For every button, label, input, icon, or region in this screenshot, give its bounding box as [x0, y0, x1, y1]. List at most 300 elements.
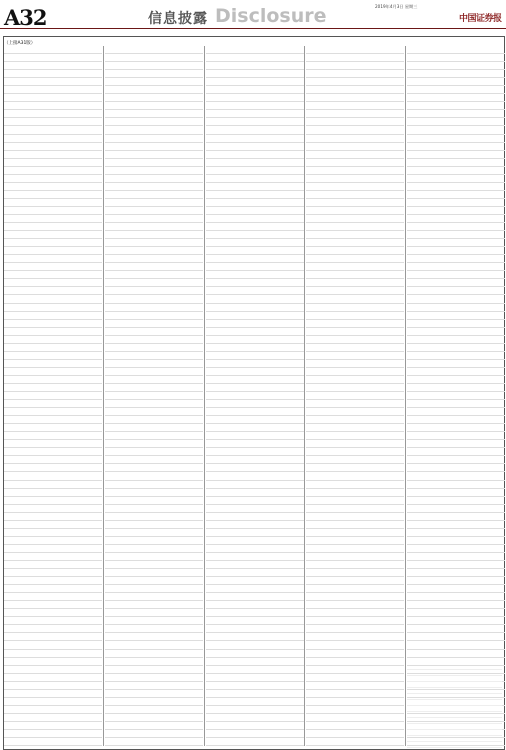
- table-row: [306, 633, 404, 641]
- table-row: [306, 440, 404, 448]
- table-row: [206, 70, 304, 78]
- table-row: [4, 223, 102, 231]
- table-row: [4, 191, 102, 199]
- table-row: [105, 641, 203, 649]
- table-row: [206, 714, 304, 722]
- table-row: [4, 674, 102, 682]
- table-row: [206, 175, 304, 183]
- table-row: [206, 641, 304, 649]
- table-row: [306, 312, 404, 320]
- table-row: [206, 690, 304, 698]
- table-row: [105, 271, 203, 279]
- table-row: [105, 505, 203, 513]
- table-row: [4, 577, 102, 585]
- table-row: [206, 617, 304, 625]
- table-row: [105, 183, 203, 191]
- table-row: [206, 207, 304, 215]
- table-row: [407, 159, 505, 167]
- table-row: [105, 497, 203, 505]
- table-row: [4, 650, 102, 658]
- table-row: [105, 191, 203, 199]
- table-row: [105, 682, 203, 690]
- table-row: [206, 255, 304, 263]
- table-row: [105, 730, 203, 738]
- table-row: [407, 167, 505, 175]
- table-row: [306, 384, 404, 392]
- table-row: [407, 312, 505, 320]
- table-row: [105, 690, 203, 698]
- table-row: [105, 456, 203, 464]
- table-row: [306, 207, 404, 215]
- table-row: [206, 143, 304, 151]
- table-row: [4, 633, 102, 641]
- table-row: [105, 432, 203, 440]
- table-row: [105, 86, 203, 94]
- table-row: [206, 110, 304, 118]
- table-row: [105, 585, 203, 593]
- table-row: [407, 368, 505, 376]
- table-row: [407, 497, 505, 505]
- table-row: [105, 521, 203, 529]
- table-row: [306, 505, 404, 513]
- table-row: [407, 183, 505, 191]
- table-row: [206, 183, 304, 191]
- table-row: [105, 295, 203, 303]
- table-row: [105, 287, 203, 295]
- table-row: [407, 62, 505, 70]
- table-row: [206, 223, 304, 231]
- table-row: [306, 569, 404, 577]
- table-row: [206, 529, 304, 537]
- table-row: [407, 448, 505, 456]
- table-row: [306, 135, 404, 143]
- table-row: [306, 263, 404, 271]
- table-row: [206, 497, 304, 505]
- table-row: [407, 215, 505, 223]
- table-row: [105, 537, 203, 545]
- table-row: [407, 320, 505, 328]
- table-row: [306, 287, 404, 295]
- table-row: [206, 456, 304, 464]
- table-row: [407, 456, 505, 464]
- table-row: [4, 585, 102, 593]
- table-row: [407, 400, 505, 408]
- table-row: [4, 682, 102, 690]
- table-row: [206, 481, 304, 489]
- table-row: [4, 408, 102, 416]
- table-row: [407, 650, 505, 658]
- table-row: [4, 287, 102, 295]
- table-row: [105, 255, 203, 263]
- table-row: [105, 674, 203, 682]
- table-row: [4, 432, 102, 440]
- table-row: [105, 199, 203, 207]
- table-row: [105, 207, 203, 215]
- table-row: [306, 352, 404, 360]
- table-row: [407, 151, 505, 159]
- table-row: [206, 279, 304, 287]
- table-row: [206, 706, 304, 714]
- table-row: [4, 706, 102, 714]
- table-row: [306, 481, 404, 489]
- table-row: [407, 247, 505, 255]
- table-row: [407, 304, 505, 312]
- table-row: [306, 159, 404, 167]
- table-row: [4, 207, 102, 215]
- table-row: [4, 151, 102, 159]
- table-row: [4, 86, 102, 94]
- table-row: [105, 448, 203, 456]
- table-row: [4, 135, 102, 143]
- column-divider: [405, 46, 406, 746]
- table-row: [407, 489, 505, 497]
- table-row: [105, 62, 203, 70]
- table-row: [4, 553, 102, 561]
- table-row: [407, 440, 505, 448]
- table-row: [306, 601, 404, 609]
- table-row: [4, 320, 102, 328]
- table-row: [407, 126, 505, 134]
- section-title-en: Disclosure: [215, 5, 327, 27]
- table-row: [306, 336, 404, 344]
- table-row: [206, 86, 304, 94]
- table-row: [306, 625, 404, 633]
- table-row: [306, 215, 404, 223]
- table-row: [206, 336, 304, 344]
- table-row: [306, 537, 404, 545]
- table-row: [4, 561, 102, 569]
- table-row: [206, 658, 304, 666]
- table-row: [306, 553, 404, 561]
- table-row: [407, 529, 505, 537]
- table-row: [306, 464, 404, 472]
- table-row: [206, 633, 304, 641]
- table-row: [4, 62, 102, 70]
- table-row: [306, 593, 404, 601]
- table-row: [306, 489, 404, 497]
- table-row: [4, 617, 102, 625]
- table-row: [105, 561, 203, 569]
- table-row: [407, 135, 505, 143]
- table-row: [105, 70, 203, 78]
- table-row: [206, 54, 304, 62]
- table-row: [206, 440, 304, 448]
- table-row: [407, 207, 505, 215]
- table-row: [306, 456, 404, 464]
- table-row: [4, 738, 102, 746]
- table-row: [306, 722, 404, 730]
- table-row: [4, 344, 102, 352]
- table-row: [306, 231, 404, 239]
- table-row: [206, 682, 304, 690]
- table-row: [4, 360, 102, 368]
- table-row: [306, 271, 404, 279]
- table-row: [206, 352, 304, 360]
- table-row: [105, 658, 203, 666]
- table-row: [4, 263, 102, 271]
- table-row: [306, 416, 404, 424]
- table-row: [105, 706, 203, 714]
- table-row: [105, 738, 203, 746]
- table-row: [105, 143, 203, 151]
- table-row: [306, 295, 404, 303]
- table-row: [306, 650, 404, 658]
- table-row: [306, 529, 404, 537]
- table-row: [206, 102, 304, 110]
- table-row: [105, 569, 203, 577]
- table-row: [306, 223, 404, 231]
- table-row: [306, 368, 404, 376]
- table-row: [4, 175, 102, 183]
- table-row: [306, 320, 404, 328]
- table-row: [4, 690, 102, 698]
- table-row: [206, 215, 304, 223]
- table-row: [306, 448, 404, 456]
- table-row: [4, 569, 102, 577]
- table-row: [105, 312, 203, 320]
- table-row: [4, 46, 102, 54]
- table-row: [105, 46, 203, 54]
- table-row: [105, 336, 203, 344]
- table-row: [407, 553, 505, 561]
- table-row: [407, 505, 505, 513]
- table-row: [4, 392, 102, 400]
- table-row: [206, 609, 304, 617]
- table-row: [206, 167, 304, 175]
- column-divider: [204, 46, 205, 746]
- table-row: [306, 609, 404, 617]
- table-row: [306, 279, 404, 287]
- table-row: [4, 183, 102, 191]
- table-row: [105, 110, 203, 118]
- table-row: [206, 376, 304, 384]
- table-row: [206, 384, 304, 392]
- table-row: [105, 650, 203, 658]
- table-row: [4, 497, 102, 505]
- column-divider: [103, 46, 104, 746]
- table-row: [4, 722, 102, 730]
- masthead-logo: 中国证券报: [459, 14, 502, 24]
- table-row: [206, 561, 304, 569]
- page-number: A32: [4, 5, 47, 30]
- table-row: [407, 199, 505, 207]
- table-row: [407, 175, 505, 183]
- table-row: [206, 320, 304, 328]
- footnote-block: [407, 664, 502, 744]
- table-row: [4, 505, 102, 513]
- table-row: [105, 714, 203, 722]
- table-row: [105, 698, 203, 706]
- table-row: [407, 617, 505, 625]
- table-row: [306, 102, 404, 110]
- table-row: [306, 376, 404, 384]
- table-row: [407, 118, 505, 126]
- table-row: [4, 271, 102, 279]
- table-row: [407, 464, 505, 472]
- table-row: [206, 159, 304, 167]
- table-row: [4, 352, 102, 360]
- table-row: [105, 215, 203, 223]
- table-row: [4, 159, 102, 167]
- table-row: [105, 54, 203, 62]
- table-row: [306, 585, 404, 593]
- table-row: [206, 360, 304, 368]
- table-row: [407, 231, 505, 239]
- table-row: [105, 78, 203, 86]
- table-row: [306, 521, 404, 529]
- table-row: [306, 255, 404, 263]
- table-row: [105, 118, 203, 126]
- table-row: [407, 545, 505, 553]
- table-row: [206, 521, 304, 529]
- table-row: [4, 416, 102, 424]
- table-row: [206, 135, 304, 143]
- table-row: [206, 513, 304, 521]
- table-row: [306, 239, 404, 247]
- table-row: [105, 263, 203, 271]
- table-row: [306, 658, 404, 666]
- table-row: [206, 126, 304, 134]
- table-row: [105, 472, 203, 480]
- table-row: [105, 102, 203, 110]
- table-row: [306, 167, 404, 175]
- table-row: [4, 521, 102, 529]
- table-row: [206, 400, 304, 408]
- table-row: [105, 489, 203, 497]
- table-row: [206, 199, 304, 207]
- table-row: [407, 223, 505, 231]
- table-row: [306, 738, 404, 746]
- table-row: [306, 714, 404, 722]
- table-row: [407, 94, 505, 102]
- table-row: [407, 360, 505, 368]
- table-row: [306, 674, 404, 682]
- table-row: [407, 255, 505, 263]
- table-row: [4, 440, 102, 448]
- table-row: [4, 714, 102, 722]
- table-row: [206, 368, 304, 376]
- table-row: [206, 94, 304, 102]
- table-row: [407, 593, 505, 601]
- table-row: [206, 569, 304, 577]
- table-row: [306, 183, 404, 191]
- table-row: [206, 553, 304, 561]
- table-row: [407, 86, 505, 94]
- table-row: [306, 328, 404, 336]
- table-row: [206, 472, 304, 480]
- table-row: [206, 231, 304, 239]
- table-row: [206, 191, 304, 199]
- table-row: [306, 617, 404, 625]
- table-row: [306, 191, 404, 199]
- table-row: [306, 561, 404, 569]
- table-row: [407, 392, 505, 400]
- table-row: [105, 424, 203, 432]
- table-row: [206, 46, 304, 54]
- table-row: [4, 456, 102, 464]
- table-row: [4, 513, 102, 521]
- table-row: [4, 118, 102, 126]
- table-row: [306, 110, 404, 118]
- table-row: [306, 54, 404, 62]
- table-row: [4, 698, 102, 706]
- table-row: [407, 384, 505, 392]
- table-row: [105, 722, 203, 730]
- table-row: [407, 513, 505, 521]
- table-row: [206, 287, 304, 295]
- table-row: [4, 199, 102, 207]
- table-row: [407, 472, 505, 480]
- table-row: [306, 392, 404, 400]
- table-row: [4, 448, 102, 456]
- table-row: [4, 625, 102, 633]
- table-row: [206, 489, 304, 497]
- table-row: [407, 585, 505, 593]
- table-row: [206, 239, 304, 247]
- table-row: [105, 633, 203, 641]
- table-row: [306, 126, 404, 134]
- table-row: [407, 376, 505, 384]
- table-row: [407, 537, 505, 545]
- table-row: [4, 215, 102, 223]
- table-row: [105, 376, 203, 384]
- table-row: [306, 706, 404, 714]
- table-row: [407, 102, 505, 110]
- table-row: [206, 505, 304, 513]
- table-row: [306, 513, 404, 521]
- table-row: [4, 730, 102, 738]
- table-row: [407, 625, 505, 633]
- table-row: [306, 682, 404, 690]
- table-row: [206, 674, 304, 682]
- table-row: [4, 601, 102, 609]
- table-row: [4, 424, 102, 432]
- table-row: [105, 368, 203, 376]
- table-row: [407, 271, 505, 279]
- table-row: [4, 78, 102, 86]
- table-row: [206, 295, 304, 303]
- table-row: [306, 730, 404, 738]
- table-row: [206, 464, 304, 472]
- table-row: [306, 94, 404, 102]
- table-row: [105, 151, 203, 159]
- table-row: [407, 344, 505, 352]
- table-row: [105, 352, 203, 360]
- table-row: [4, 110, 102, 118]
- table-row: [105, 553, 203, 561]
- table-row: [4, 255, 102, 263]
- table-row: [206, 601, 304, 609]
- table-row: [206, 577, 304, 585]
- table-row: [105, 360, 203, 368]
- table-row: [306, 143, 404, 151]
- table-row: [206, 247, 304, 255]
- table-row: [407, 70, 505, 78]
- table-row: [105, 223, 203, 231]
- issue-date: 2019年4月3日 星期三: [375, 4, 418, 9]
- table-row: [407, 633, 505, 641]
- table-row: [105, 666, 203, 674]
- table-row: [4, 537, 102, 545]
- table-row: [206, 344, 304, 352]
- table-row: [407, 641, 505, 649]
- table-row: [407, 295, 505, 303]
- table-row: [4, 94, 102, 102]
- table-row: [306, 247, 404, 255]
- table-row: [206, 585, 304, 593]
- table-row: [206, 448, 304, 456]
- table-row: [105, 344, 203, 352]
